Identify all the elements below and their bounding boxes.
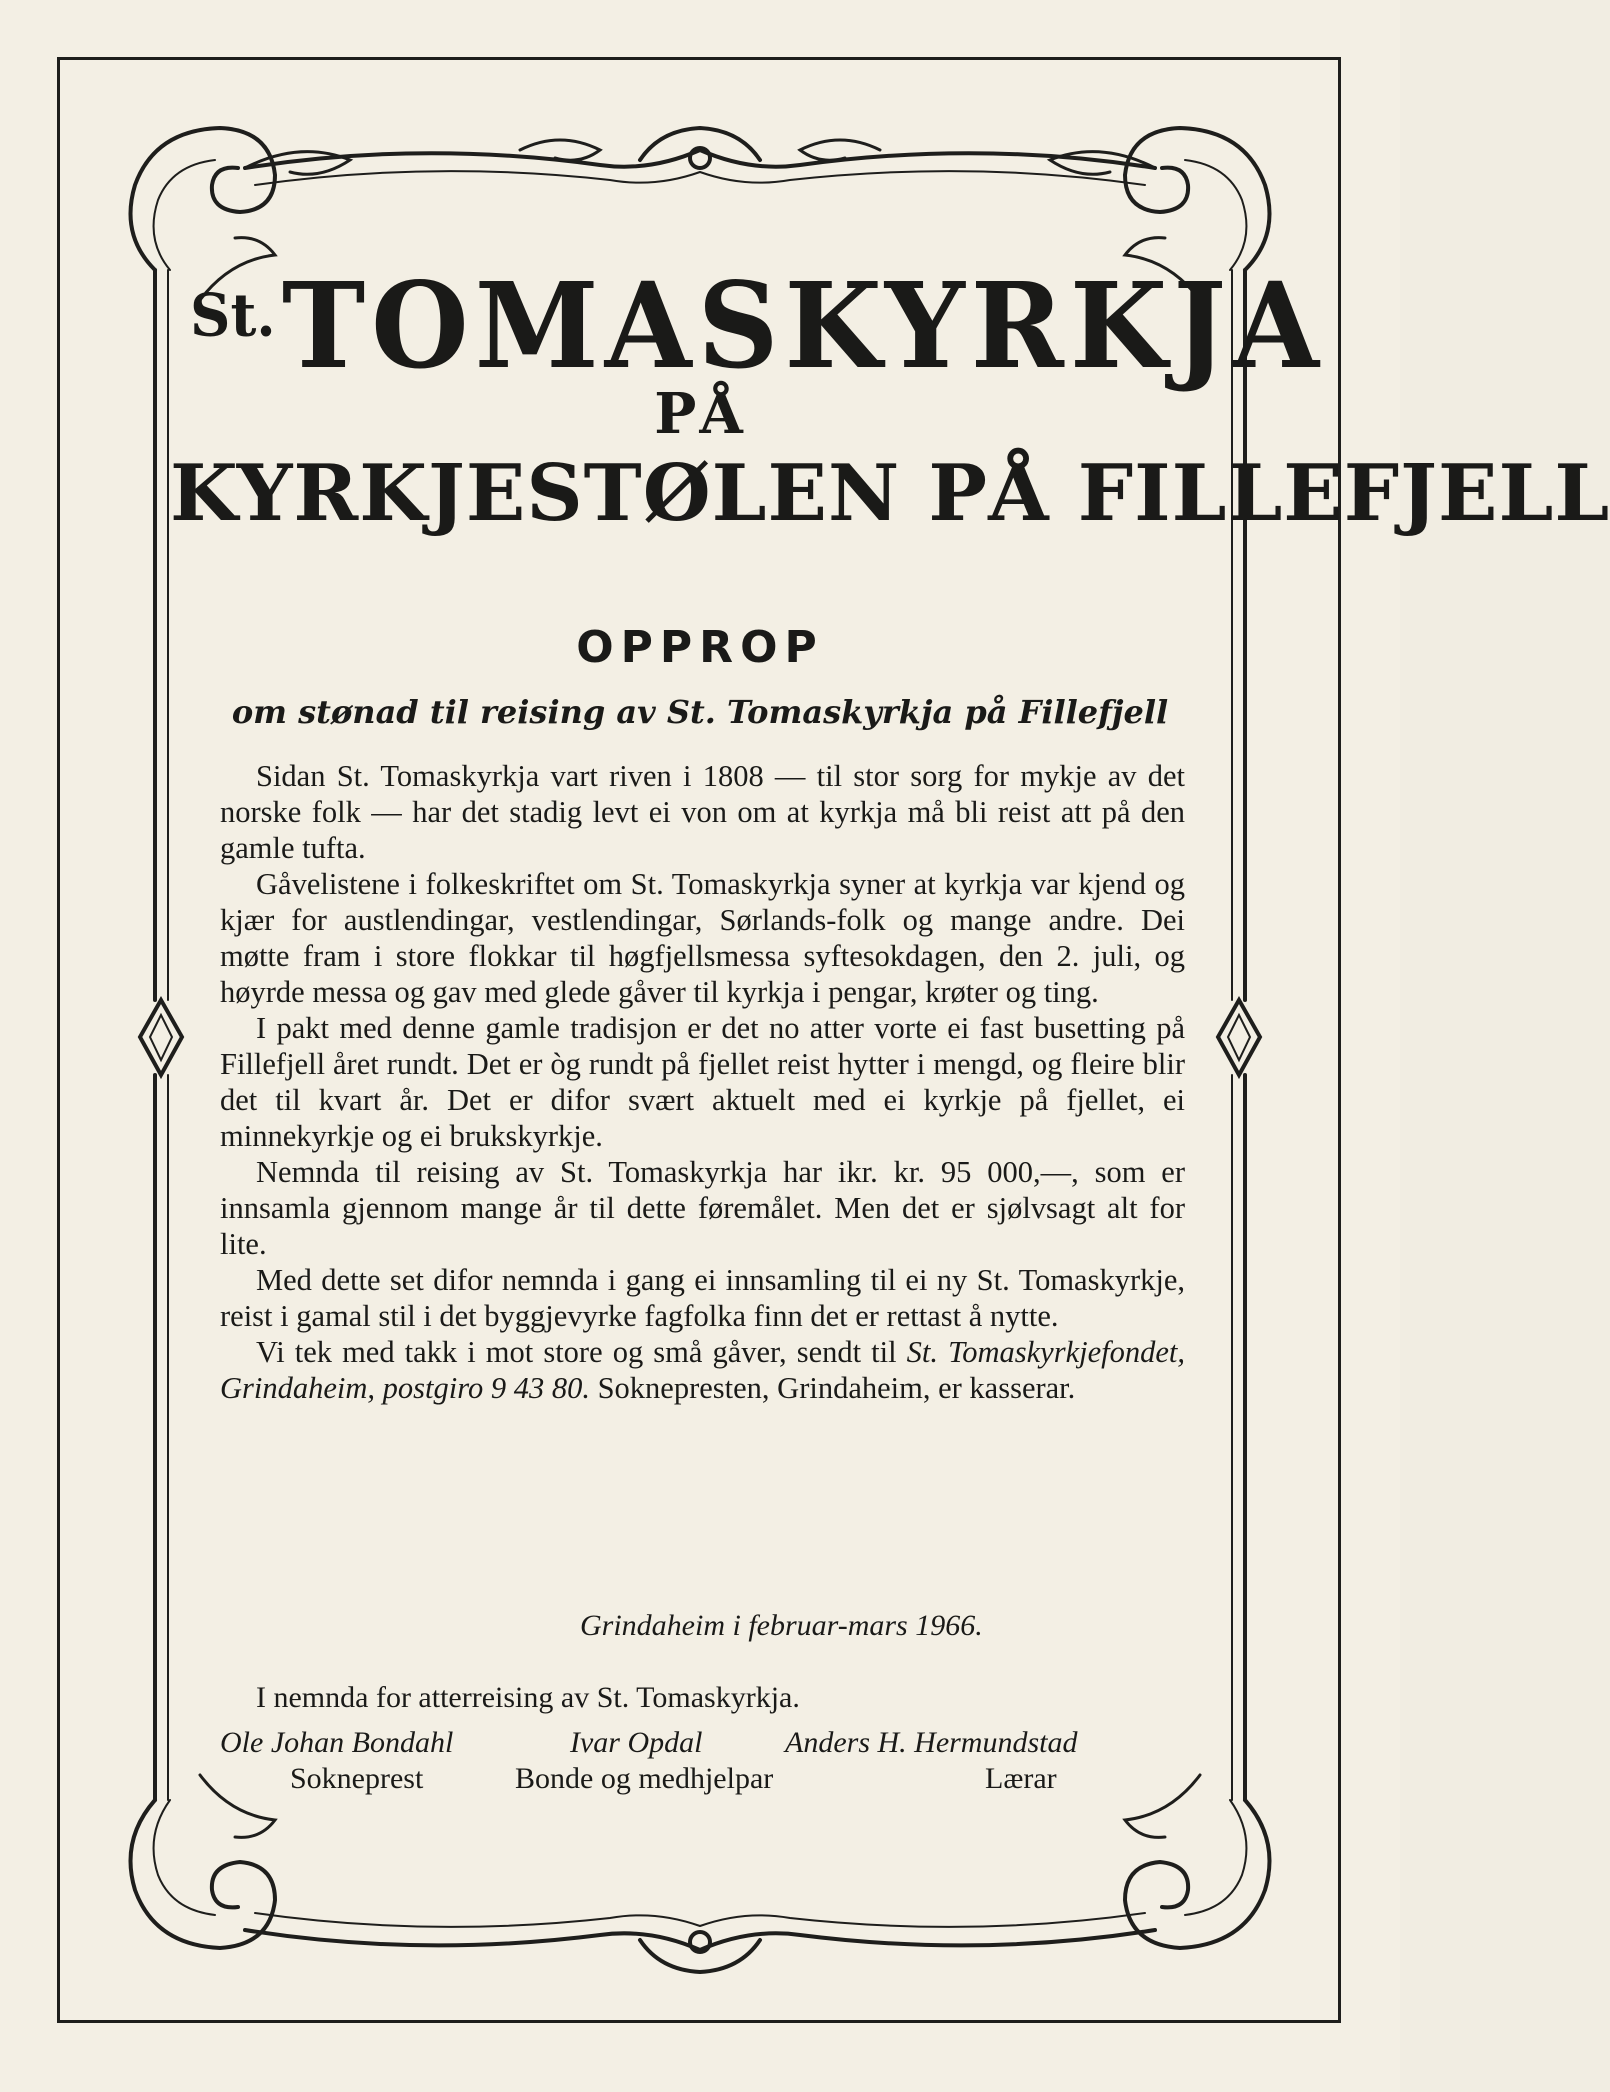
title-paa: PÅ — [654, 381, 746, 447]
signatory-name: Anders H. Hermundstad — [785, 1726, 1078, 1759]
title-main — [190, 257, 1326, 396]
dateline: Grindaheim i februar-mars 1966. — [580, 1609, 983, 1642]
paragraph-5: Med dette set difor nemnda i gang ei innsamling til ei ny St. Tomaskyrkje, reist i gamal stil i det byggjevyrke fagfolka finn det er rettast å nytte. — [220, 1263, 1185, 1333]
paragraph-3: I pakt med denne gamle tradisjon er det no atter vorte ei fast busetting på Fillefjell året rundt. Det er òg rundt på fjellet reist hytter i mengd, og fleire blir det til kvart år. Det er difor svært aktuelt med ei kyrkje på fjellet, ei minnekyrkje og ei brukskyrkje. — [220, 1011, 1185, 1153]
title-block — [170, 257, 1610, 539]
paragraph-6 — [220, 1334, 1185, 1406]
heading-opprop: OPPROP — [576, 622, 824, 673]
paragraph-4: Nemnda til reising av St. Tomaskyrkja har ikr. kr. 95 000,—, som er innsamla gjennom mange år til dette føremålet. Men det er sjølvsagt alt for lite. — [220, 1155, 1185, 1261]
paragraph-6-start: Vi tek med takk i mot store og små gåver, sendt til — [256, 1335, 907, 1369]
subtitle: om stønad til reising av St. Tomaskyrkja på Fillefjell — [231, 693, 1169, 731]
title-place: KYRKJESTØLEN PÅ FILLEFJELL — [170, 448, 1610, 539]
paragraph-2: Gåvelistene i folkeskriftet om St. Tomaskyrkja syner at kyrkja var kjend og kjær for austlendingar, vestlendingar, Sørlands-folk og mange andre. Dei møtte fram i store flokkar til høgfjellsmessa syftesokdagen, den 2. juli, og høyrde messa og gav med glede gåver til kyrkja i pengar, krøter og ting. — [220, 867, 1185, 1009]
signatory-name: Ole Johan Bondahl — [220, 1726, 454, 1759]
title-st: St. — [190, 281, 276, 351]
body-text — [220, 758, 1185, 1406]
title-tomaskyrkja: TOMASKYRKJA — [281, 257, 1326, 396]
signatory-role: Sokneprest — [290, 1762, 424, 1795]
paragraph-6-end: Soknepresten, Grindaheim, er kasserar. — [589, 1371, 1076, 1405]
committee-line: I nemnda for atterreising av St. Tomaskyrkja. — [256, 1681, 800, 1714]
signatory-role: Bonde og medhjelpar — [515, 1762, 774, 1795]
fund-address: St. Tomaskyrkjefondet, Grindaheim, postgiro 9 43 80. — [220, 1335, 1185, 1405]
signatory-name: Ivar Opdal — [570, 1726, 703, 1759]
signatory-role: Lærar — [985, 1762, 1057, 1795]
paragraph-1: Sidan St. Tomaskyrkja vart riven i 1808 — til stor sorg for mykje av det norske folk — har det stadig levt ei von om at kyrkja må bli reist att på den gamle tufta. — [220, 759, 1185, 865]
